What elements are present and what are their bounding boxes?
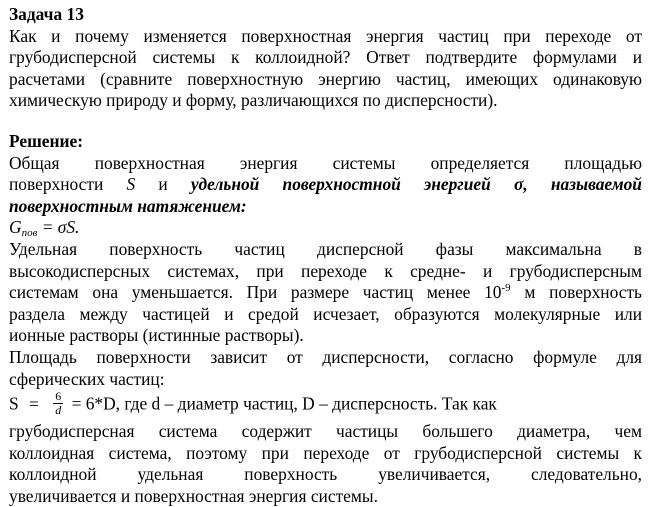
text-fragment: поверхности: [9, 174, 127, 195]
fraction-six-over-d: [53, 390, 63, 417]
question-line: химическую природу и форму, различающихся по дисперсности).: [9, 90, 498, 111]
eq-symbol-s: S: [9, 393, 19, 414]
spacer: [9, 112, 642, 131]
solution-line: раздела между частицей и средой исчезает, образуются молекулярные или: [9, 303, 642, 324]
question-line: расчетами (сравните поверхностную энергию частиц, имеющих одинаковую: [9, 68, 642, 89]
formula-subscript: пов: [21, 227, 38, 240]
symbol-s: S: [126, 174, 136, 195]
term-surface-tension: поверхностным натяжением:: [9, 195, 247, 216]
solution-line: Площадь поверхности зависит от дисперсности, согласно формуле для: [9, 346, 642, 367]
formula-rest: = σS.: [37, 217, 80, 238]
solution-line: высокодисперсных системах, при переходе к средне- и грубодисперсным: [9, 260, 642, 281]
eq-tail: = 6*D, где d – диаметр частиц, D – дисперсность. Так как: [71, 393, 497, 414]
solution-line: увеличивается и поверхностная энергия системы.: [9, 485, 378, 506]
question-line: Как и почему изменяется поверхностная энергия частиц при переходе от: [9, 25, 642, 46]
solution-line: грубодисперсная система содержит частицы большего диаметра, чем: [9, 421, 642, 442]
solution-line: ионные растворы (истинные растворы).: [9, 325, 304, 346]
formula-g: G: [9, 217, 22, 238]
solution-line: коллоидной удельная поверхность увеличивается, следовательно,: [9, 464, 642, 485]
exponent: -9: [501, 282, 511, 295]
solution-line: сферических частиц:: [9, 368, 165, 389]
term-specific-surface-energy: удельной поверхностной энергией σ, называемой: [190, 174, 642, 195]
eq-sign: =: [29, 393, 39, 414]
solution-line: Общая поверхностная энергия системы определяется площадью: [9, 152, 642, 173]
text-fragment: системам она уменьшается. При размере частиц менее 10: [9, 282, 502, 303]
fraction-numerator: 6: [55, 389, 62, 404]
text-fragment: м поверхность: [510, 282, 642, 303]
solution-line: Удельная поверхность частиц дисперсной фазы максимальна в: [9, 238, 642, 259]
fraction-denominator: d: [55, 403, 62, 418]
formula-specific-surface: [9, 389, 642, 419]
task-title: Задача 13: [9, 4, 84, 24]
text-fragment: и: [135, 174, 191, 195]
question-line: грубодисперсной системы к коллоидной? Ответ подтвердите формулами и: [9, 47, 642, 68]
formula-surface-energy: [9, 217, 642, 239]
solution-line: коллоидная система, поэтому при переходе от грубодисперсной системы к: [9, 442, 642, 463]
solution-line: [9, 282, 642, 304]
solution-line: [9, 174, 642, 196]
solution-heading: Решение:: [9, 130, 84, 151]
